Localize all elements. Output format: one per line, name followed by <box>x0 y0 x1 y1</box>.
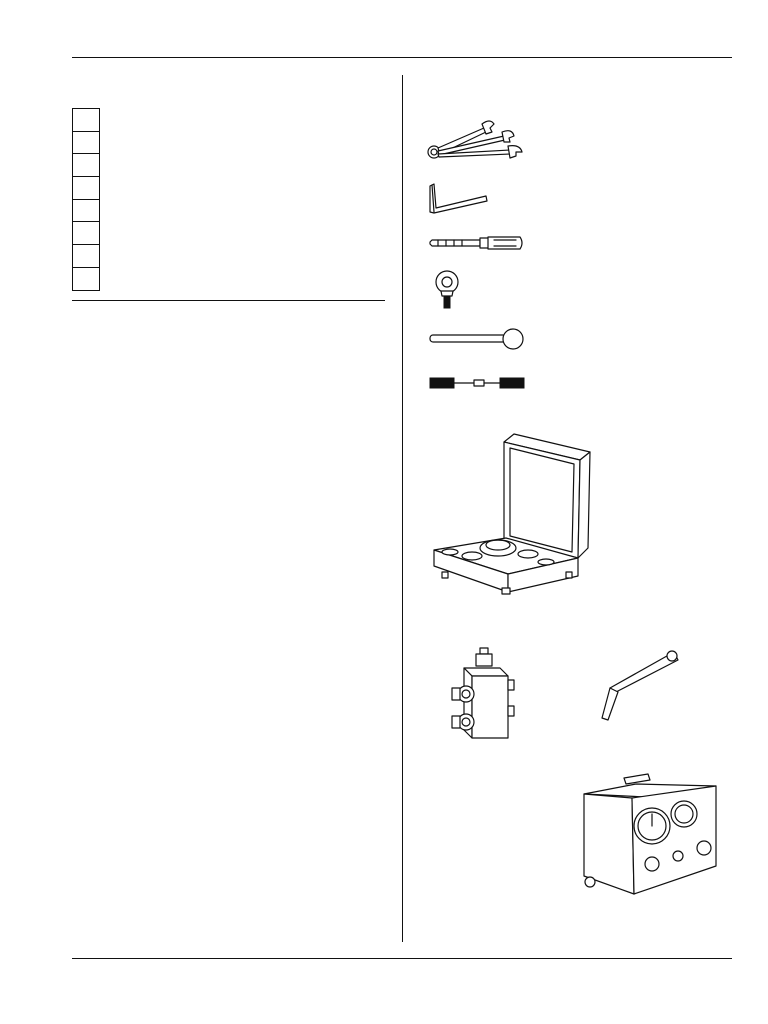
checkbox[interactable] <box>72 108 100 132</box>
checkbox[interactable] <box>72 222 100 245</box>
manifold-block-icon <box>440 644 522 740</box>
checkbox[interactable] <box>72 177 100 200</box>
gauge-box-icon <box>576 770 728 900</box>
column-divider <box>402 75 403 942</box>
checkbox[interactable] <box>72 200 100 223</box>
ball-rod-icon <box>428 326 526 352</box>
checkbox[interactable] <box>72 268 100 291</box>
wrench-set-icon <box>424 118 528 166</box>
header-rule <box>72 57 732 58</box>
checkbox[interactable] <box>72 132 100 155</box>
checklist <box>72 108 100 291</box>
eye-bolt-icon <box>432 268 462 312</box>
checkbox[interactable] <box>72 245 100 268</box>
checklist-rule <box>72 300 385 301</box>
footer-rule <box>72 958 732 959</box>
checkbox[interactable] <box>72 154 100 177</box>
hex-key-icon <box>426 182 492 216</box>
case-with-lid-icon <box>428 430 598 595</box>
hose-assembly-icon <box>428 374 528 392</box>
screwdriver-icon <box>428 234 526 252</box>
crank-handle-icon <box>596 646 684 726</box>
